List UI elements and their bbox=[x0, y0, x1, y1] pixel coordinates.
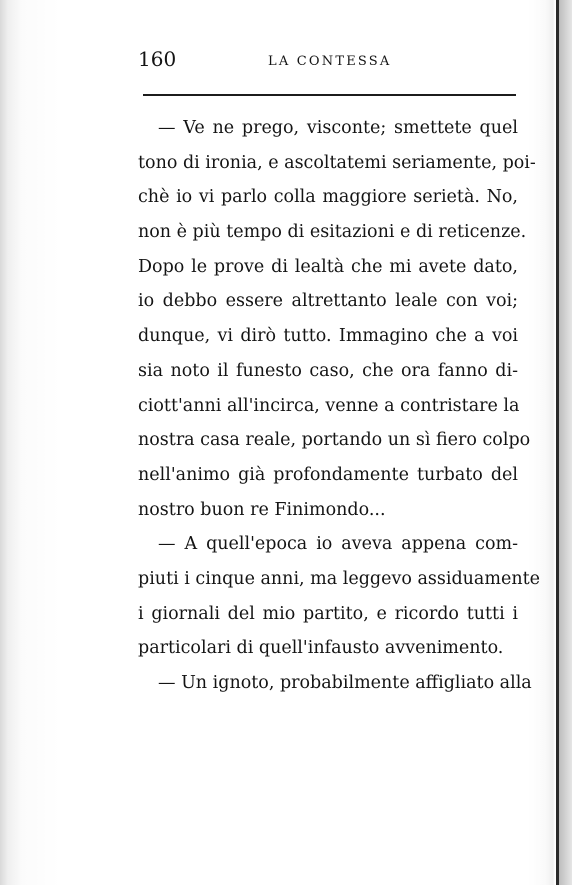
text-line: i giornali del mio partito, e ricordo tutti i bbox=[138, 603, 518, 624]
page-number: 160 bbox=[138, 47, 177, 71]
running-head bbox=[138, 47, 518, 77]
text-line: dunque, vi dirò tutto. Immagino che a voi bbox=[138, 326, 518, 347]
header-rule bbox=[143, 94, 516, 96]
binding-strip bbox=[559, 0, 572, 885]
text-line: nostro buon re Finimondo... bbox=[138, 499, 386, 520]
text-line: sia noto il funesto caso, che ora fanno di- bbox=[138, 360, 518, 381]
text-line: chè io vi parlo colla maggiore serietà. No, bbox=[138, 187, 518, 208]
text-line: Dopo le prove di lealtà che mi avete dato, bbox=[138, 256, 518, 277]
text-line: tono di ironia, e ascoltatemi seriamente, poi- bbox=[138, 152, 536, 173]
text-line: — A quell'epoca io aveva appena com- bbox=[158, 534, 518, 555]
text-line: io debbo essere altrettanto leale con voi; bbox=[138, 291, 518, 312]
body-text bbox=[138, 111, 540, 701]
text-line: particolari di quell'infausto avvenimento. bbox=[138, 638, 504, 659]
text-line: — Ve ne prego, visconte; smettete quel bbox=[158, 118, 518, 138]
text-line: — Un ignoto, probabilmente affigliato alla bbox=[158, 673, 532, 693]
text-line: ciott'anni all'incirca, venne a contristare la bbox=[138, 395, 520, 416]
text-line: nostra casa reale, portando un sì fiero colpo bbox=[138, 430, 531, 451]
text-line: nell'animo già profondamente turbato del bbox=[138, 464, 518, 485]
running-title: LA CONTESSA bbox=[268, 54, 392, 69]
text-line: piuti i cinque anni, ma leggevo assiduamente bbox=[138, 568, 540, 589]
text-line: non è più tempo di esitazioni e di reticenze. bbox=[138, 222, 527, 243]
